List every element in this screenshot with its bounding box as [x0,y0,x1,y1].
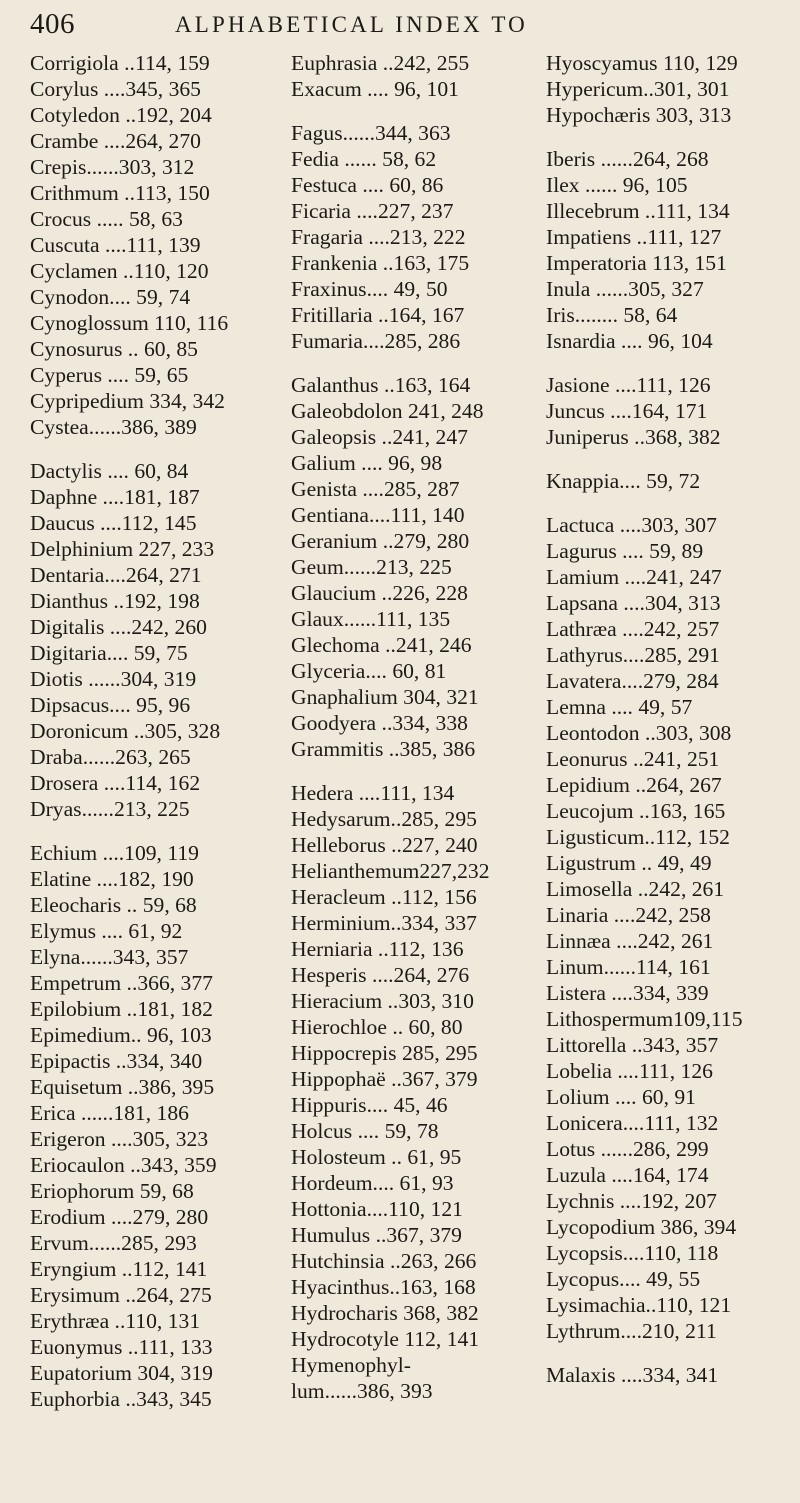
index-entry: Corrigiola ..114, 159 [30,51,210,75]
index-entry: Hierochloe .. 60, 80 [291,1015,463,1039]
index-entry: Imperatoria 113, 151 [546,251,727,275]
index-entry: Glaucium ..226, 228 [291,581,468,605]
index-entry: Gnaphalium 304, 321 [291,685,479,709]
index-entry: Exacum .... 96, 101 [291,77,459,101]
index-entry: Drosera ....114, 162 [30,771,201,795]
index-entry: Hyacinthus..163, 168 [291,1275,476,1299]
page-header [30,8,780,48]
index-entry: Draba......263, 265 [30,745,191,769]
index-entry: Lemna .... 49, 57 [546,695,693,719]
index-entry: Eleocharis .. 59, 68 [30,893,197,917]
index-entry: Elyna......343, 357 [30,945,189,969]
index-entry: Ligusticum..112, 152 [546,825,730,849]
letter-group-gap [291,762,549,780]
index-entry: Lythrum....210, 211 [546,1319,717,1343]
index-entry: Lactuca ....303, 307 [546,513,717,537]
index-entry: Hippophaë ..367, 379 [291,1067,478,1091]
index-entry: Cynodon.... 59, 74 [30,285,191,309]
index-entry: Holcus .... 59, 78 [291,1119,439,1143]
index-entry: Dipsacus.... 95, 96 [30,693,191,717]
index-entry: Lithospermum109,115 [546,1007,743,1031]
index-entry: Epilobium ..181, 182 [30,997,213,1021]
index-entry: Elymus .... 61, 92 [30,919,183,943]
index-entry: Fraxinus.... 49, 50 [291,277,448,301]
index-entry: Daucus ....112, 145 [30,511,197,535]
index-entry: Cystea......386, 389 [30,415,197,439]
index-entry: Fedia ...... 58, 62 [291,147,437,171]
index-entry: Cotyledon ..192, 204 [30,103,212,127]
index-entry: Juniperus ..368, 382 [546,425,721,449]
index-entry: Lycopodium 386, 394 [546,1215,737,1239]
index-entry: Hyoscyamus 110, 129 [546,51,738,75]
index-entry: Linaria ....242, 258 [546,903,711,927]
index-entry: Leucojum ..163, 165 [546,799,726,823]
letter-group-gap [30,440,288,458]
index-entry: Cuscuta ....111, 139 [30,233,201,257]
letter-group-gap [546,1344,800,1362]
index-entry: Illecebrum ..111, 134 [546,199,730,223]
index-entry: Cynosurus .. 60, 85 [30,337,198,361]
index-entry: Frankenia ..163, 175 [291,251,470,275]
index-entry: Galeobdolon 241, 248 [291,399,484,423]
index-entry: Erysimum ..264, 275 [30,1283,212,1307]
index-entry: Lagurus .... 59, 89 [546,539,704,563]
index-entry: lum......386, 393 [291,1379,433,1403]
index-entry: Euphrasia ..242, 255 [291,51,470,75]
index-entry: Hieracium ..303, 310 [291,989,474,1013]
index-entry: Eriophorum 59, 68 [30,1179,194,1203]
index-entry: Cyperus .... 59, 65 [30,363,189,387]
index-entry: Digitaria.... 59, 75 [30,641,188,665]
index-entry: Cynoglossum 110, 116 [30,311,229,335]
index-entry: Corylus ....345, 365 [30,77,201,101]
index-entry: Lycopus.... 49, 55 [546,1267,701,1291]
index-entry: Gentiana....111, 140 [291,503,465,527]
index-entry: Grammitis ..385, 386 [291,737,476,761]
index-entry: Impatiens ..111, 127 [546,225,722,249]
index-entry: Dianthus ..192, 198 [30,589,200,613]
index-entry: Daphne ....181, 187 [30,485,200,509]
index-entry: Dentaria....264, 271 [30,563,202,587]
index-entry: Leontodon ..303, 308 [546,721,732,745]
index-entry: Erodium ....279, 280 [30,1205,209,1229]
index-entry: Eryngium ..112, 141 [30,1257,208,1281]
index-entry: Crithmum ..113, 150 [30,181,210,205]
index-entry: Glyceria.... 60, 81 [291,659,447,683]
index-entry: Erica ......181, 186 [30,1101,189,1125]
index-entry: Crocus ..... 58, 63 [30,207,183,231]
index-entry: Lavatera....279, 284 [546,669,719,693]
index-entry: Lepidium ..264, 267 [546,773,722,797]
index-entry: Holosteum .. 61, 95 [291,1145,462,1169]
index-entry: Geum......213, 225 [291,555,452,579]
index-entry: Hedysarum..285, 295 [291,807,477,831]
index-entry: Crepis......303, 312 [30,155,195,179]
index-entry: Eupatorium 304, 319 [30,1361,213,1385]
index-entry: Euonymus ..111, 133 [30,1335,213,1359]
running-title: ALPHABETICAL INDEX TO [175,12,528,37]
index-entry: Hymenophyl- [291,1353,411,1377]
letter-group-gap [546,494,800,512]
index-entry: Hydrocharis 368, 382 [291,1301,479,1325]
index-entry: Cyclamen ..110, 120 [30,259,209,283]
index-entry: Fritillaria ..164, 167 [291,303,465,327]
index-entry: Fumaria....285, 286 [291,329,461,353]
index-entry: Lonicera....111, 132 [546,1111,719,1135]
index-entry: Equisetum ..386, 395 [30,1075,215,1099]
index-entry: Hesperis ....264, 276 [291,963,470,987]
index-entry: Epimedium.. 96, 103 [30,1023,212,1047]
letter-group-gap [291,102,549,120]
letter-group-gap [546,128,800,146]
index-entry: Iberis ......264, 268 [546,147,709,171]
letter-group-gap [291,354,549,372]
index-entry: Leonurus ..241, 251 [546,747,720,771]
index-entry: Iris........ 58, 64 [546,303,678,327]
index-entry: Cypripedium 334, 342 [30,389,225,413]
index-entry: Lychnis ....192, 207 [546,1189,717,1213]
index-entry: Lycopsis....110, 118 [546,1241,719,1265]
index-entry: Hippuris.... 45, 46 [291,1093,448,1117]
index-entry: Hottonia....110, 121 [291,1197,463,1221]
index-entry: Galeopsis ..241, 247 [291,425,468,449]
index-entry: Erigeron ....305, 323 [30,1127,209,1151]
index-entry: Humulus ..367, 379 [291,1223,462,1247]
index-entry: Epipactis ..334, 340 [30,1049,203,1073]
index-entry: Hordeum.... 61, 93 [291,1171,454,1195]
index-entry: Luzula ....164, 174 [546,1163,709,1187]
index-entry: Fragaria ....213, 222 [291,225,466,249]
index-entry: Littorella ..343, 357 [546,1033,719,1057]
index-entry: Ilex ...... 96, 105 [546,173,688,197]
index-entry: Hippocrepis 285, 295 [291,1041,478,1065]
page-number: 406 [30,8,75,40]
index-entry: Helleborus ..227, 240 [291,833,478,857]
index-entry: Lathyrus....285, 291 [546,643,720,667]
index-entry: Fagus......344, 363 [291,121,451,145]
index-entry: Malaxis ....334, 341 [546,1363,719,1387]
index-entry: Erythræa ..110, 131 [30,1309,201,1333]
index-entry: Eriocaulon ..343, 359 [30,1153,217,1177]
index-entry: Galium .... 96, 98 [291,451,443,475]
index-entry: Knappia.... 59, 72 [546,469,701,493]
index-entry: Hypericum..301, 301 [546,77,730,101]
index-entry: Inula ......305, 327 [546,277,704,301]
index-entry: Isnardia .... 96, 104 [546,329,713,353]
index-entry: Diotis ......304, 319 [30,667,197,691]
index-entry: Lolium .... 60, 91 [546,1085,696,1109]
index-column-2 [291,50,549,1404]
index-entry: Hydrocotyle 112, 141 [291,1327,480,1351]
index-entry: Listera ....334, 339 [546,981,709,1005]
index-entry: Digitalis ....242, 260 [30,615,207,639]
index-entry: Geranium ..279, 280 [291,529,470,553]
index-entry: Herminium..334, 337 [291,911,477,935]
index-entry: Echium ....109, 119 [30,841,199,865]
index-entry: Crambe ....264, 270 [30,129,201,153]
index-entry: Lapsana ....304, 313 [546,591,721,615]
index-entry: Elatine ....182, 190 [30,867,194,891]
index-entry: Hutchinsia ..263, 266 [291,1249,477,1273]
index-entry: Heracleum ..112, 156 [291,885,477,909]
index-entry: Hypochæris 303, 313 [546,103,732,127]
index-entry: Linnæa ....242, 261 [546,929,714,953]
index-entry: Glaux......111, 135 [291,607,451,631]
letter-group-gap [30,822,288,840]
index-entry: Lobelia ....111, 126 [546,1059,713,1083]
index-entry: Empetrum ..366, 377 [30,971,213,995]
index-entry: Juncus ....164, 171 [546,399,708,423]
index-entry: Ficaria ....227, 237 [291,199,454,223]
index-entry: Glechoma ..241, 246 [291,633,472,657]
index-column-1 [30,50,288,1412]
index-column-3 [546,50,800,1388]
index-entry: Dryas......213, 225 [30,797,190,821]
index-entry: Limosella ..242, 261 [546,877,725,901]
index-entry: Festuca .... 60, 86 [291,173,444,197]
index-entry: Jasione ....111, 126 [546,373,711,397]
index-entry: Helianthemum227,232 [291,859,490,883]
index-entry: Doronicum ..305, 328 [30,719,221,743]
index-entry: Lathræa ....242, 257 [546,617,720,641]
letter-group-gap [546,450,800,468]
index-entry: Ligustrum .. 49, 49 [546,851,712,875]
index-entry: Herniaria ..112, 136 [291,937,464,961]
index-entry: Lysimachia..110, 121 [546,1293,732,1317]
index-entry: Dactylis .... 60, 84 [30,459,189,483]
index-entry: Genista ....285, 287 [291,477,460,501]
index-entry: Lotus ......286, 299 [546,1137,709,1161]
letter-group-gap [546,354,800,372]
index-entry: Lamium ....241, 247 [546,565,722,589]
index-entry: Goodyera ..334, 338 [291,711,468,735]
index-entry: Delphinium 227, 233 [30,537,215,561]
index-entry: Linum......114, 161 [546,955,711,979]
index-entry: Galanthus ..163, 164 [291,373,471,397]
index-entry: Euphorbia ..343, 345 [30,1387,212,1411]
index-entry: Hedera ....111, 134 [291,781,455,805]
index-entry: Ervum......285, 293 [30,1231,197,1255]
